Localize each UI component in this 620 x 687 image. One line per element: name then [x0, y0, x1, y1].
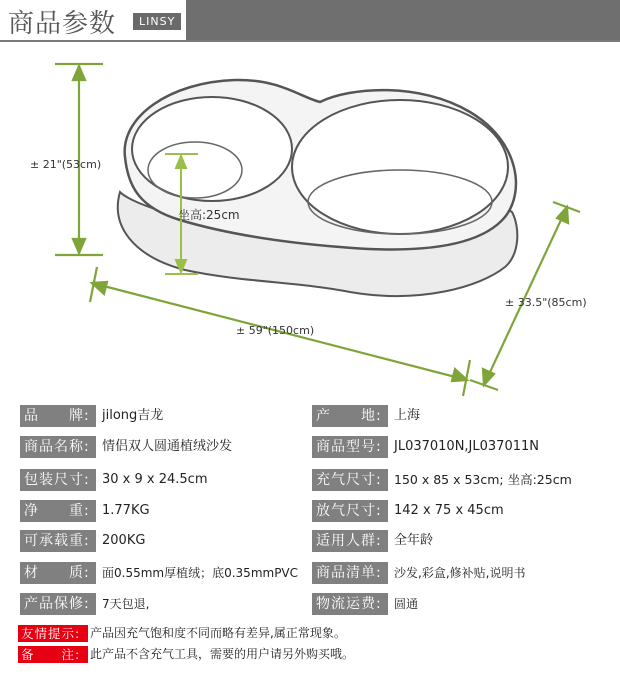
- spec-value: 150 x 85 x 53cm; 坐高:25cm: [394, 472, 572, 487]
- spec-label: 材 质:: [20, 562, 96, 584]
- section-title: 商品参数: [8, 9, 117, 39]
- note-text: 产品因充气饱和度不同而略有差异,属正常现象。: [90, 626, 346, 640]
- header-stripe: [186, 0, 620, 40]
- header: [0, 0, 620, 42]
- spec-label: 包装尺寸:: [20, 469, 96, 491]
- spec-label: 品 牌:: [20, 405, 96, 427]
- spec-label: 商品型号:: [312, 436, 388, 458]
- height-label: ± 21"(53cm): [30, 158, 102, 171]
- length-label: ± 59"(150cm): [236, 324, 315, 337]
- spec-value: 上海: [394, 408, 421, 423]
- spec-value: 情侣双人圆通植绒沙发: [102, 439, 233, 454]
- spec-value: 面0.55mm厚植绒；底0.35mmPVC: [102, 566, 299, 580]
- spec-label: 商品名称:: [20, 436, 96, 458]
- note-text: 此产品不含充气工具，需要的用户请另外购买哦。: [90, 647, 355, 661]
- spec-value: 7天包退,: [102, 597, 150, 611]
- spec-value: 圆通: [394, 597, 419, 611]
- sofa-illustration: [0, 42, 620, 402]
- spec-label: 适用人群:: [312, 530, 388, 552]
- spec-label: 商品清单:: [312, 562, 388, 584]
- note-label: 备 注:: [18, 646, 88, 663]
- seat-height-label: 坐高:25cm: [178, 208, 240, 222]
- product-diagram: [0, 42, 620, 402]
- right-seat-ring: [292, 100, 508, 234]
- spec-value: 1.77KG: [102, 503, 150, 518]
- spec-label: 物流运费:: [312, 593, 388, 615]
- spec-label: 放气尺寸:: [312, 500, 388, 522]
- spec-label: 产品保修:: [20, 593, 96, 615]
- spec-label: 产 地:: [312, 405, 388, 427]
- spec-value: 142 x 75 x 45cm: [394, 503, 504, 518]
- width-label: ± 33.5"(85cm): [505, 296, 587, 309]
- spec-value: jilong吉龙: [102, 408, 164, 423]
- spec-label: 净 重:: [20, 500, 96, 522]
- spec-value: 沙发,彩盒,修补贴,说明书: [394, 566, 526, 580]
- spec-value: JL037010N,JL037011N: [394, 439, 539, 454]
- note-label: 友情提示:: [18, 625, 88, 642]
- brand-tag: LINSY: [133, 13, 181, 30]
- spec-value: 全年龄: [394, 533, 434, 548]
- spec-label: 充气尺寸:: [312, 469, 388, 491]
- spec-value: 30 x 9 x 24.5cm: [102, 472, 208, 487]
- spec-value: 200KG: [102, 533, 146, 548]
- spec-label: 可承载重:: [20, 530, 96, 552]
